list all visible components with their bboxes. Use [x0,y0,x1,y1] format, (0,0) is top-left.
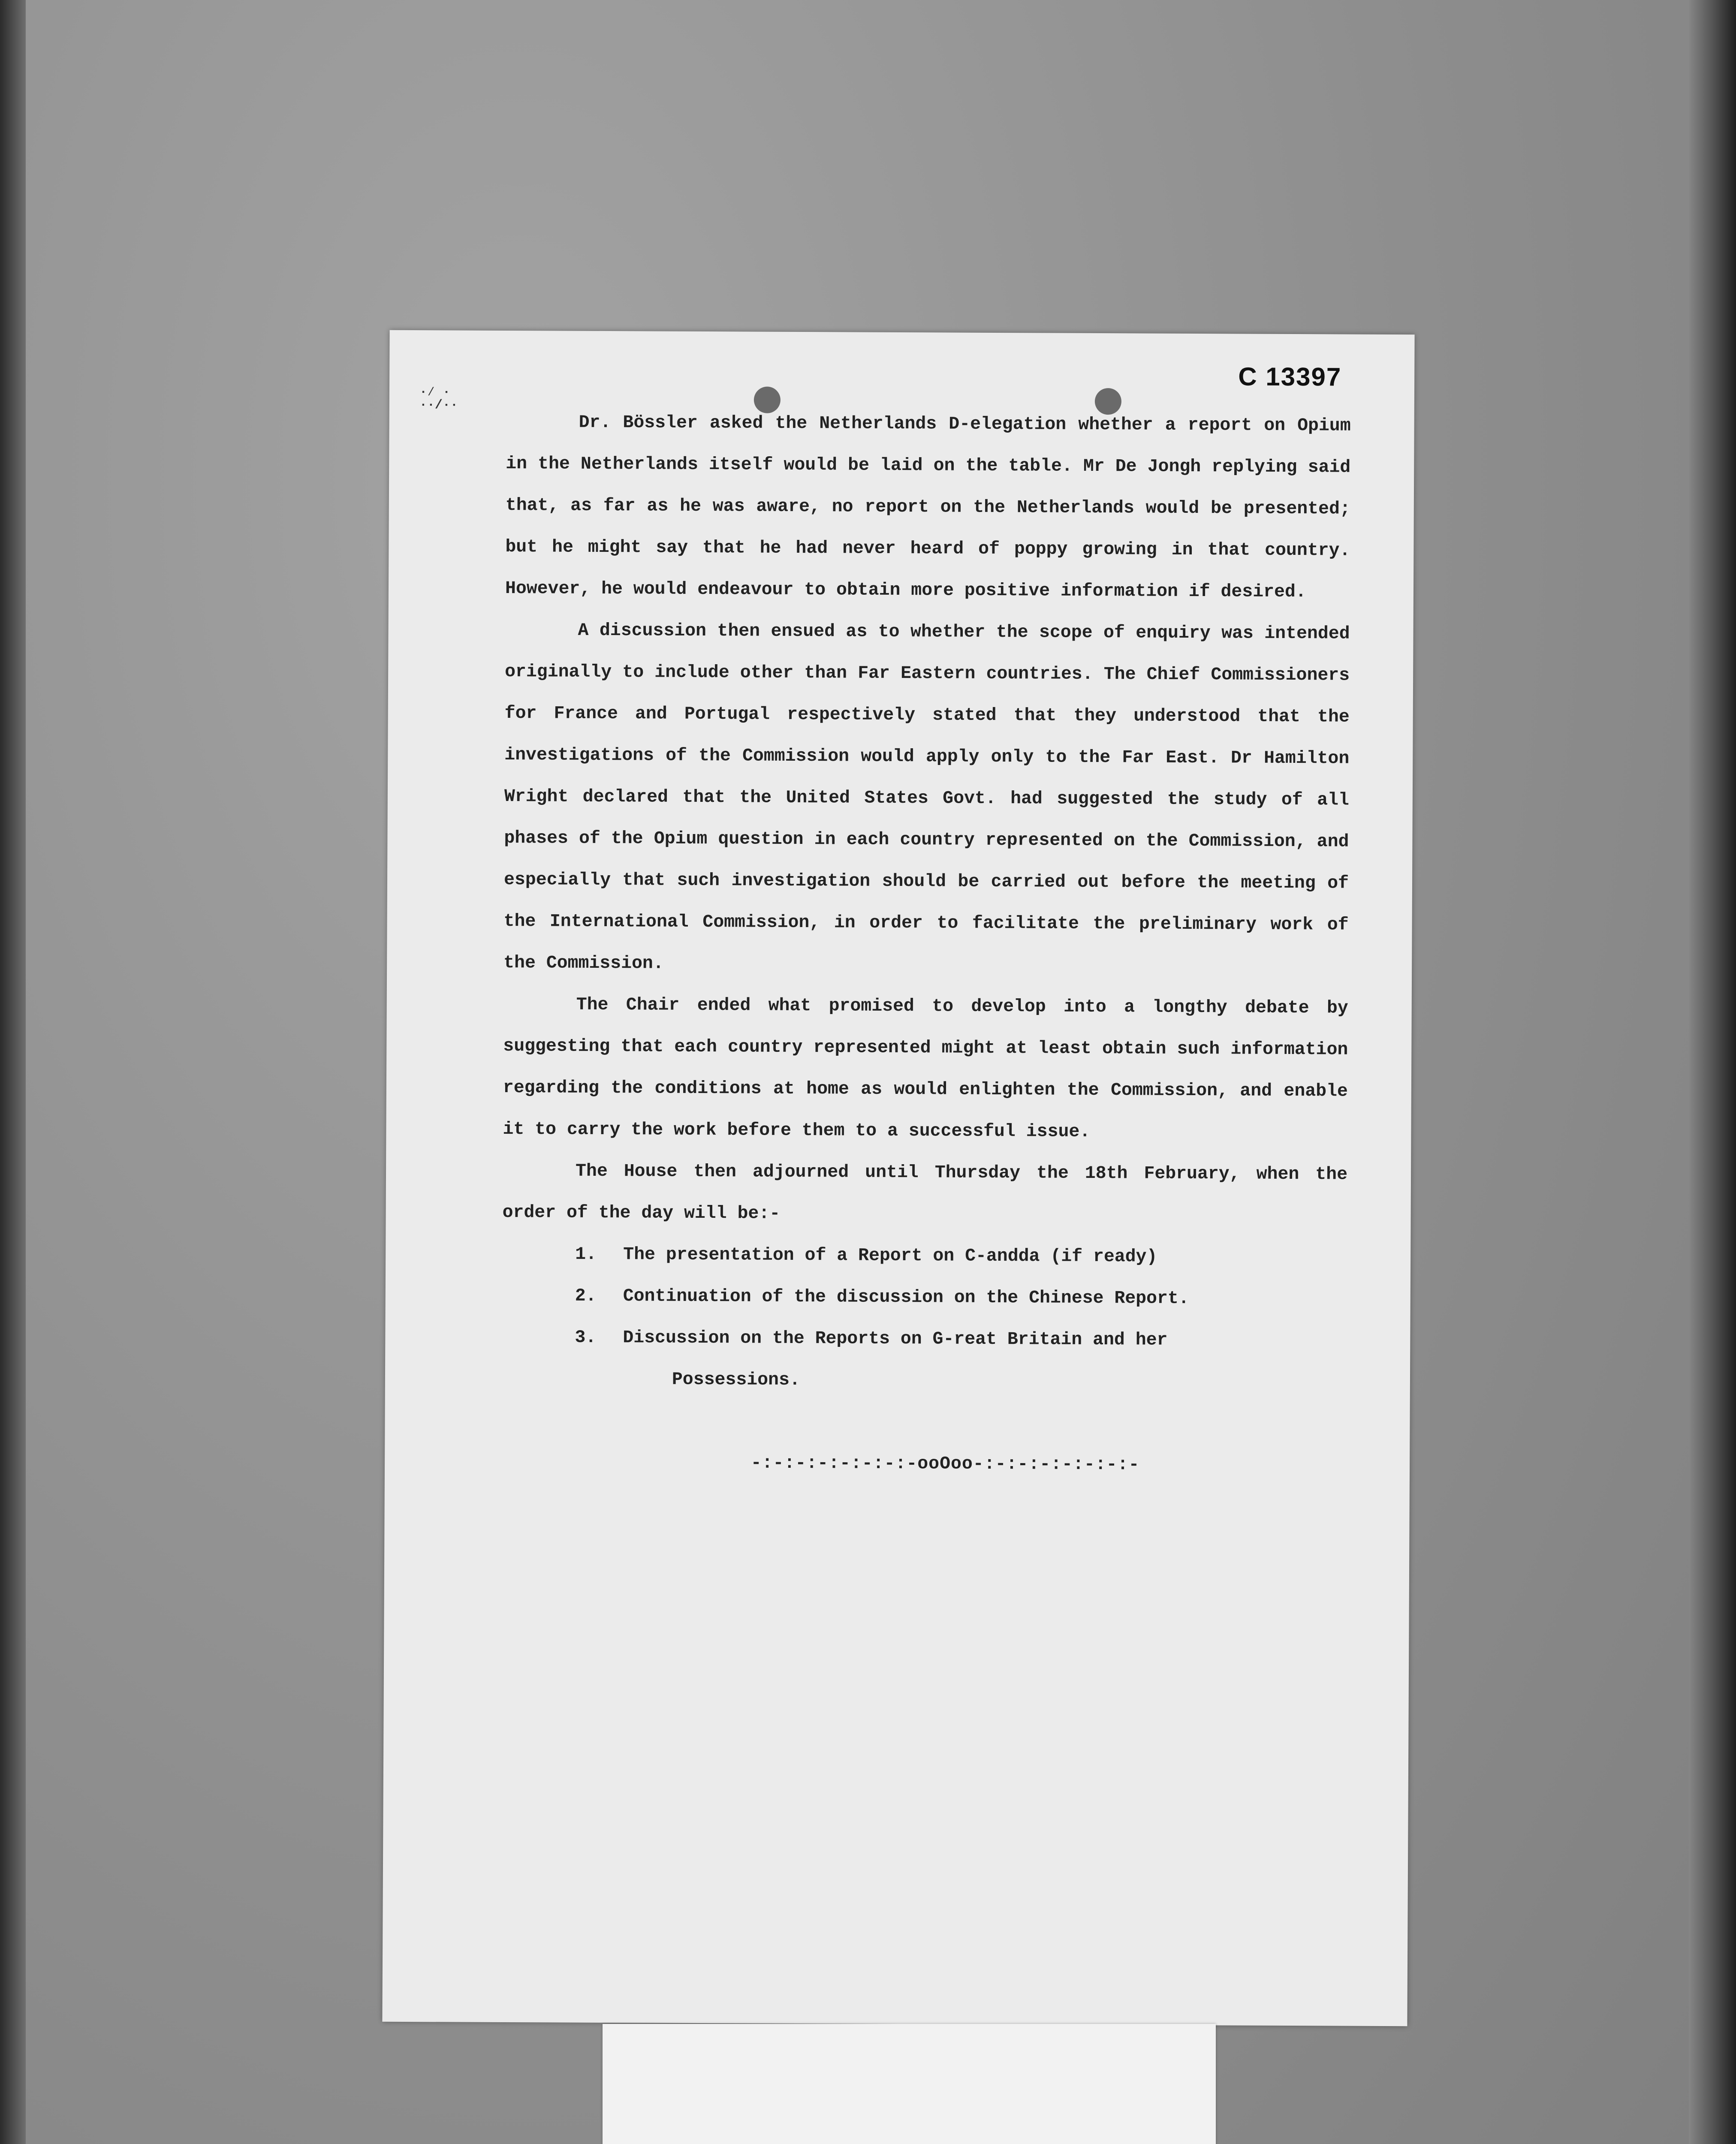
paragraph: The Chair ended what promised to develop into a longthy debate by suggesting that each country represented might at least obtain such information regarding the conditions at home as would enlighten the Commission, and enable it to carry the work before them to a successful issue. [503,994,1348,1142]
agenda-item [502,1233,1347,1279]
document-page [382,330,1414,2026]
document-body [501,401,1351,1487]
agenda-list [502,1233,1347,1403]
paragraph: Dr. Bössler asked the Netherlands D-elegation whether a report on Opium in the Netherlands itself would be laid on the table. Mr De Jongh replying said that, as far as he was aware, no report on the Netherlands would be presented; but he might say that he had never heard of poppy growing in that country. However, he would endeavour to obtain more positive information if desired. [505,412,1351,602]
agenda-text: Discussion on the Reports on G-reat Britain and her [623,1328,1168,1350]
agenda-number: 2. [575,1286,597,1306]
film-edge-right [1689,0,1736,2144]
document-number: C 13397 [1238,362,1342,391]
agenda-item [502,1316,1347,1403]
agenda-number: 1. [575,1244,597,1265]
agenda-text-continued: Possessions. [672,1369,800,1391]
film-edge-left [0,0,26,2144]
agenda-text: Continuation of the discussion on the Chinese Report. [623,1286,1189,1309]
paragraph: The House then adjourned until Thursday the 18th February, when the order of the day will be:- [502,1161,1348,1224]
agenda-text: The presentation of a Report on C-andda (if ready) [623,1244,1157,1267]
archive-slip [603,2024,1216,2144]
corner-mark: ·⁄ · ··/·· [419,385,458,413]
agenda-item [502,1275,1347,1320]
paragraph: A discussion then ensued as to whether the scope of enquiry was intended originally to include other than Far Eastern countries. The Chief Commissioners for France and Portugal respectively stated that they understood that the investigations of the Commission would apply only to the Far East. Dr Hamilton Wright declared that the United States Govt. had suggested the study of all phases of the Opium question in each country represented on the Commission, and especially that such investigation should be carried out before the meeting of the International Commission, in order to facilitate the preliminary work of the Commission. [503,620,1350,974]
agenda-number: 3. [575,1327,597,1348]
end-separator: -:-:-:-:-:-:-:-ooOoo-:-:-:-:-:-:-:- [750,1453,1140,1475]
